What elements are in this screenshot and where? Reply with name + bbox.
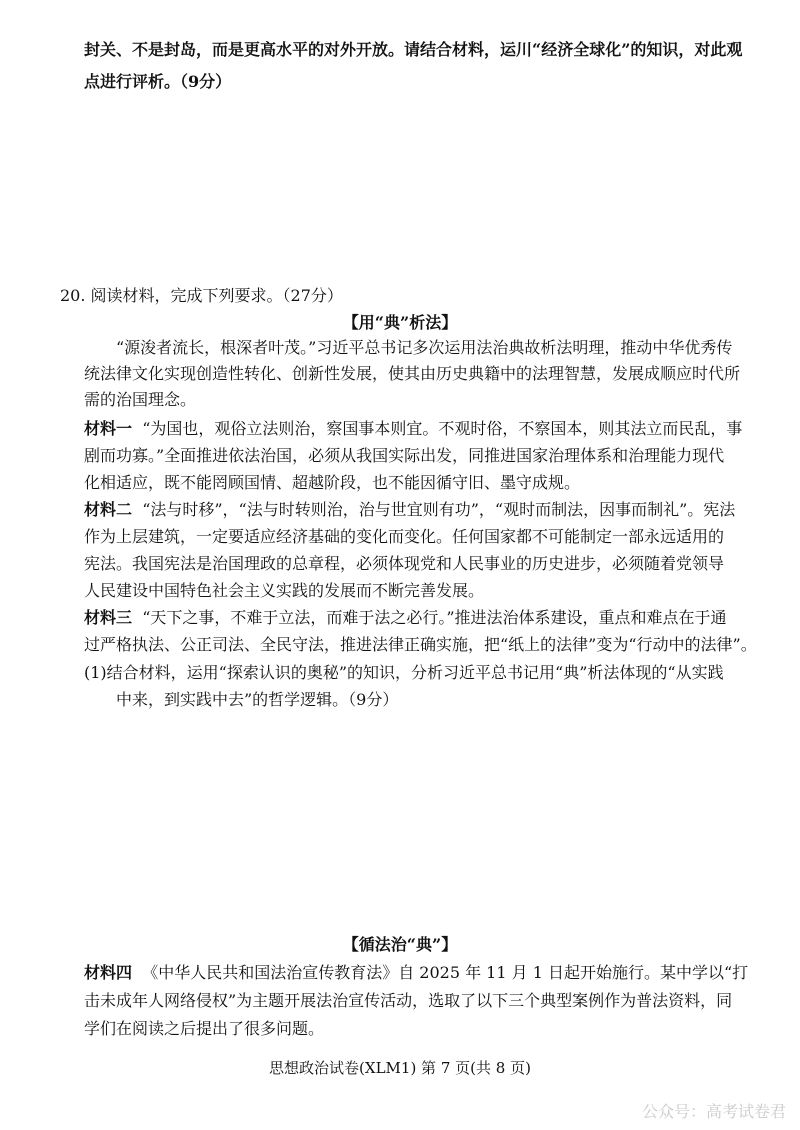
material-1-line-1: 材料一 “为国也，观俗立法则治，察国事本则宜。不观时俗，不察国本，则其法立而民乱，事 (84, 419, 743, 438)
material-2-line-3: 宪法。我国宪法是治国理政的总章程，必须体现党和人民事业的历史进步，必须随着党领导 (84, 554, 725, 573)
watermark-text: 公众号：高考试卷君 (641, 1102, 786, 1121)
question-20-title: 20. 阅读材料，完成下列要求。（27分） (60, 286, 343, 305)
sub-question-1-line-2: 中来，到实践中去”的哲学逻辑。（9分） (116, 690, 399, 709)
section-heading-yong-dian: 【用“典”析法】 (342, 313, 458, 332)
material-2-label: 材料二 (84, 500, 133, 519)
section-heading-xun-fa-zhi: 【循法治“典”】 (342, 935, 458, 954)
material-4-label: 材料四 (84, 963, 133, 982)
page-footer: 思想政治试卷(XLM1) 第 7 页(共 8 页) (269, 1059, 531, 1077)
material-4-line-1: 材料四 《中华人民共和国法治宣传教育法》自 2025 年 11 月 1 日起开始施行。某中学以“打 (84, 963, 749, 982)
previous-question-line-2: 点进行评析。（9分） (84, 72, 232, 91)
material-2-line-1: 材料二 “法与时移”，“法与时转则治，治与世宜则有功”，“观时而制法，因事而制礼”。宪法 (84, 500, 736, 519)
material-1-line-3: 化相适应，既不能罔顾国情、超越阶段，也不能因循守旧、墨守成规。 (84, 473, 581, 492)
material-3-line-2: 过严格执法、公正司法、全民守法，推进法律正确实施，把“纸上的法律”变为“行动中的法律”。 (84, 635, 757, 654)
sub-question-1-line-1: (1)结合材料，运用“探索认识的奥秘”的知识，分析习近平总书记用“典”析法体现的“从实践 (84, 663, 724, 682)
intro-line-1: “源浚者流长，根深者叶茂。”习近平总书记多次运用法治典故析法明理，推动中华优秀传 (116, 338, 733, 357)
intro-line-3: 需的治国理念。 (84, 390, 197, 409)
material-2-line-4: 人民建设中国特色社会主义实践的发展而不断完善发展。 (84, 581, 485, 600)
material-2-line-2: 作为上层建筑，一定要适应经济基础的变化而变化。任何国家都不可能制定一部永远适用的 (84, 527, 725, 546)
material-4-line-2: 击未成年人网络侵权”为主题开展法治宣传活动，选取了以下三个典型案例作为普法资料，同 (84, 991, 733, 1010)
material-4-line-3: 学们在阅读之后提出了很多问题。 (84, 1019, 325, 1038)
material-3-line-1: 材料三 “天下之事，不难于立法，而难于法之必行。”推进法治体系建设，重点和难点在于通 (84, 608, 727, 627)
intro-line-2: 统法律文化实现创造性转化、创新性发展，使其由历史典籍中的法理智慧，发展成顺应时代所 (84, 364, 741, 383)
material-3-label: 材料三 (84, 608, 133, 627)
material-1-line-2: 剧而功寡。”全面推进依法治国，必须从我国实际出发，同推进国家治理体系和治理能力现代 (84, 446, 725, 465)
previous-question-line-1: 封关、不是封岛，而是更高水平的对外开放。请结合材料，运川“经济全球化”的知识，对此观 (84, 40, 743, 59)
material-1-label: 材料一 (84, 419, 133, 438)
